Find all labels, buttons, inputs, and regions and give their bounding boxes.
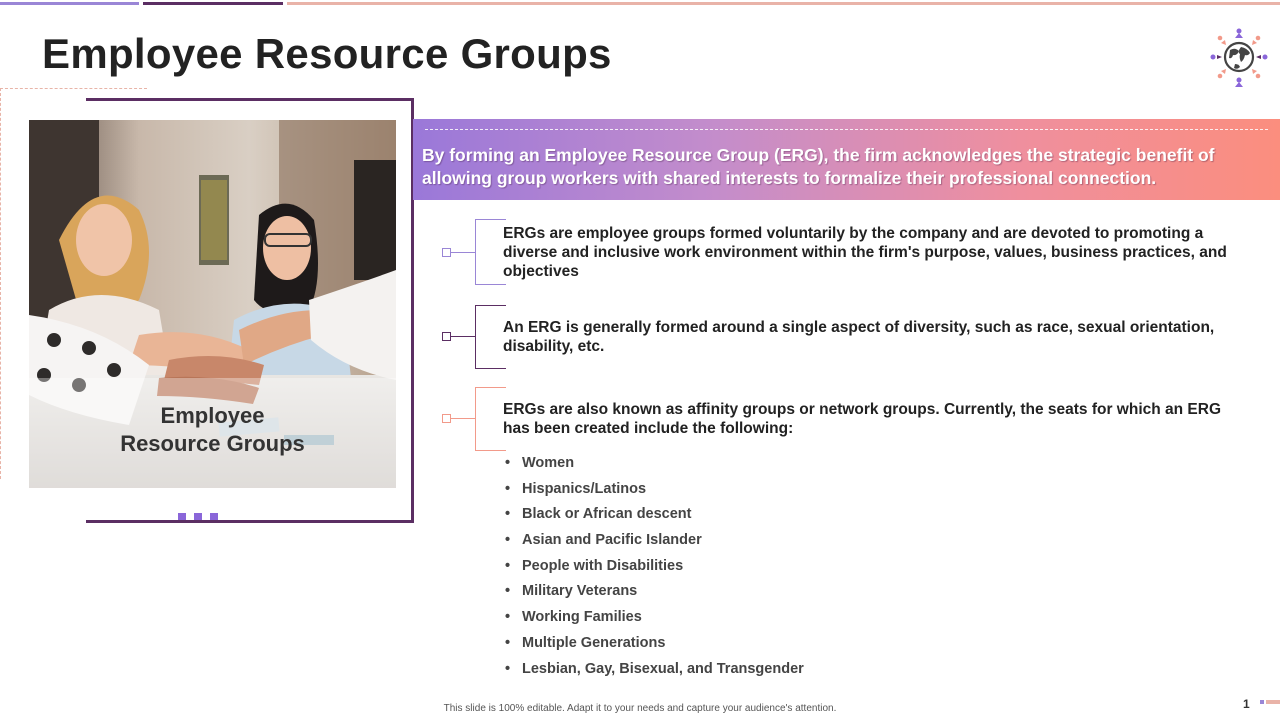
point-item-1 [442,219,1242,285]
point-connector-1 [451,252,475,253]
list-item: • Lesbian, Gay, Bisexual, and Transgender [505,659,804,685]
point-item-3 [442,387,1242,451]
decor-square-3 [210,513,218,520]
list-item: • Working Families [505,607,804,633]
photo-caption-line-2: Resource Groups [120,431,305,456]
point-text-1: ERGs are employee groups formed voluntarily by the company and are devoted to promoting a diverse and inclusive work environment within the firm's purpose, values, business practices, and objectives [503,225,1227,280]
point-connector-3 [451,418,475,419]
list-item: • Multiple Generations [505,633,804,659]
top-bar-segment-1 [0,2,139,5]
intro-banner [413,119,1280,200]
point-bracket-1 [475,219,506,285]
top-bar-segment-2 [143,2,283,5]
decor-square-1 [178,513,186,520]
point-marker-2 [442,332,451,341]
list-item: • Black or African descent [505,504,804,530]
banner-text: By forming an Employee Resource Group (ERG), the firm acknowledges the strategic benefit of allowing group workers with shared interests to formalize their professional connection. [422,145,1215,188]
banner-dashed-line [425,129,1268,130]
page-number: 1 [1243,697,1250,711]
decor-square-2 [194,513,202,520]
point-marker-1 [442,248,451,257]
list-item: • People with Disabilities [505,556,804,582]
point-item-2 [442,305,1242,369]
globe-people-icon [1208,26,1270,88]
erg-group-list [505,453,804,684]
point-bracket-3 [475,387,506,451]
page-bar-segment-2 [1266,700,1280,704]
list-item: • Asian and Pacific Islander [505,530,804,556]
photo-caption [29,402,396,458]
list-item: • Military Veterans [505,581,804,607]
point-connector-2 [451,336,475,337]
photo-caption-line-1: Employee [160,403,265,428]
team-hands-photo [29,120,396,488]
top-bar-segment-3 [287,2,1280,5]
page-title: Employee Resource Groups [42,30,612,77]
footer-note: This slide is 100% editable. Adapt it to your needs and capture your audience's attention. [443,703,837,714]
point-bracket-2 [475,305,506,369]
list-item: • Hispanics/Latinos [505,479,804,505]
point-text-3: ERGs are also known as affinity groups or network groups. Currently, the seats for which an ERG has been created include the following: [503,401,1222,437]
page-bar-segment-1 [1260,700,1264,704]
list-item: • Women [505,453,804,479]
point-marker-3 [442,414,451,423]
point-text-2: An ERG is generally formed around a single aspect of diversity, such as race, sexual orientation, disability, etc. [503,319,1215,355]
